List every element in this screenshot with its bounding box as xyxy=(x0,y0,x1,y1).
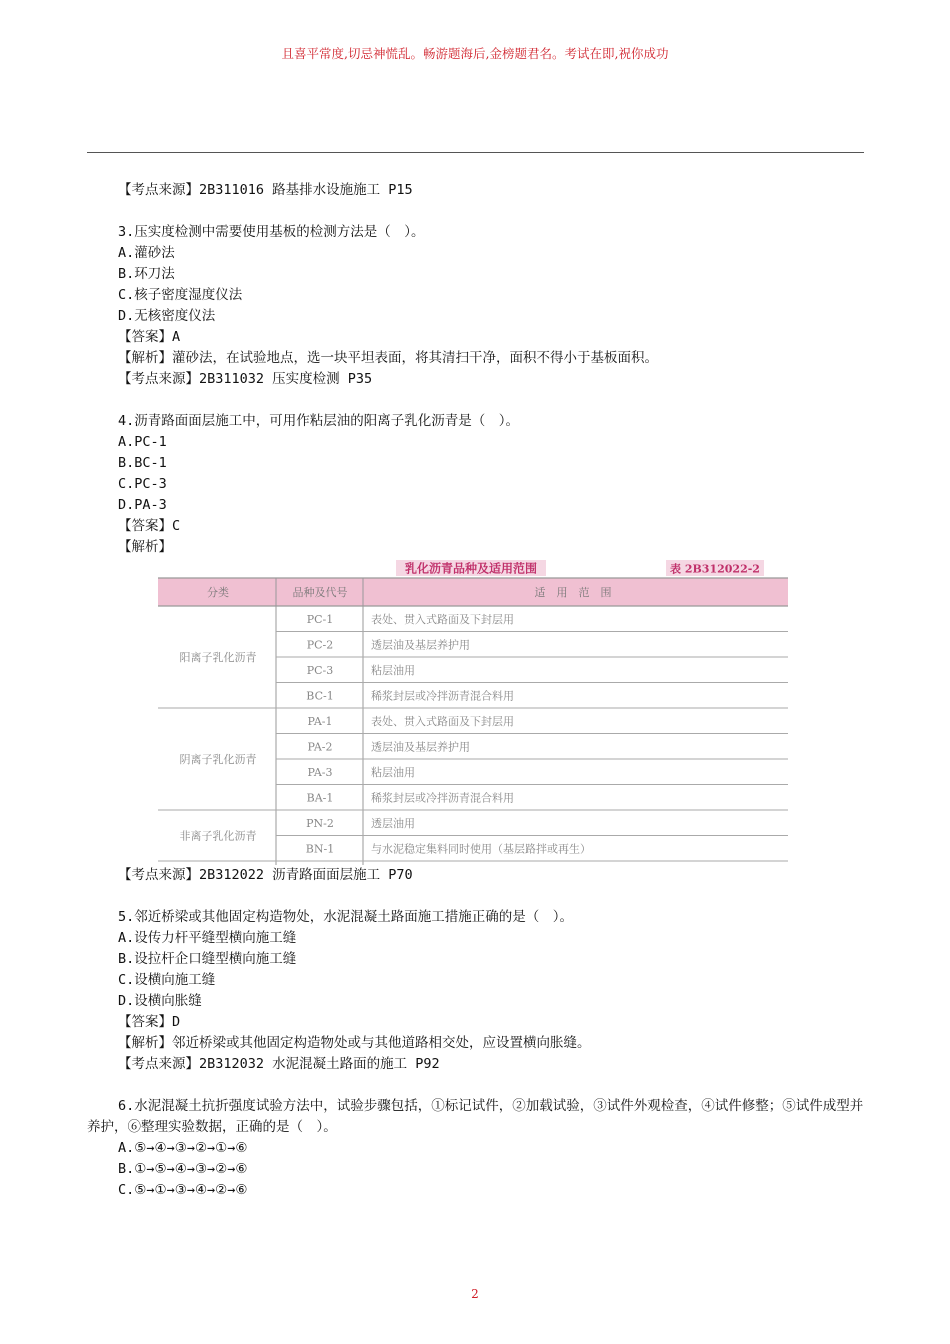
q5-option-a: A.设传力杆平缝型横向施工缝 xyxy=(118,930,297,946)
q5-stem: 5.邻近桥梁或其他固定构造物处，水泥混凝土路面施工措施正确的是（ ）。 xyxy=(118,909,574,925)
q5-option-b: B.设拉杆企口缝型横向施工缝 xyxy=(118,951,297,967)
q4-option-d: D.PA-3 xyxy=(118,497,167,513)
q5-option-c: C.设横向施工缝 xyxy=(118,972,216,988)
table-graphic xyxy=(158,560,788,865)
q3-answer: 【答案】A xyxy=(118,329,181,345)
header-divider xyxy=(87,152,864,153)
table-cell-use: 粘层油用 xyxy=(371,766,415,779)
table-cell-category: 阳离子乳化沥青 xyxy=(179,651,257,664)
table-cell-code: PC-1 xyxy=(306,613,334,626)
table-cell-code: PA-3 xyxy=(307,766,333,779)
table-cell-code: PC-2 xyxy=(306,638,334,652)
page-number: 2 xyxy=(471,1287,479,1301)
q4-answer: 【答案】C xyxy=(118,518,181,534)
q4-source: 【考点来源】2B312022 沥青路面面层施工 P70 xyxy=(118,867,413,883)
table-cell-code: PA-2 xyxy=(307,740,333,754)
table-cell-code: PN-2 xyxy=(306,817,334,830)
q6-option-a: A.⑤→④→③→②→①→⑥ xyxy=(118,1140,248,1156)
prev-source: 【考点来源】2B311016 路基排水设施施工 P15 xyxy=(118,182,413,198)
table-cell-use: 表处、贯入式路面及下封层用 xyxy=(371,613,514,626)
q3-option-c: C.核子密度湿度仪法 xyxy=(118,287,243,303)
q3-source: 【考点来源】2B311032 压实度检测 P35 xyxy=(118,371,373,387)
table-cell-use: 透层油及基层养护用 xyxy=(371,638,470,652)
table-cell-use: 稀浆封层或冷拌沥青混合料用 xyxy=(371,689,514,703)
table-cell-code: BN-1 xyxy=(305,842,335,856)
table-header-use: 适 用 范 围 xyxy=(534,586,612,599)
document-body xyxy=(87,180,866,1201)
table-cell-code: BA-1 xyxy=(306,791,334,805)
table-title: 乳化沥青品种及适用范围 xyxy=(404,561,538,576)
emulsified-asphalt-table xyxy=(158,560,788,865)
q3-option-a: A.灌砂法 xyxy=(118,245,175,261)
q5-analysis: 【解析】邻近桥梁或其他固定构造物处或与其他道路相交处，应设置横向胀缝。 xyxy=(118,1035,591,1051)
table-cell-use: 稀浆封层或冷拌沥青混合料用 xyxy=(371,791,514,805)
q6-option-c: C.⑤→①→③→④→②→⑥ xyxy=(118,1182,248,1198)
table-cell-category: 阴离子乳化沥青 xyxy=(179,753,257,766)
table-header-category: 分类 xyxy=(207,586,229,599)
q3-analysis: 【解析】灌砂法，在试验地点，选一块平坦表面，将其清扫干净，面积不得小于基板面积。 xyxy=(118,350,658,366)
q5-option-d: D.设横向胀缝 xyxy=(118,993,202,1009)
table-cell-use: 与水泥稳定集料同时使用（基层路拌或再生） xyxy=(371,842,591,856)
header-motto: 且喜平常度,切忌神慌乱。畅游题海后,金榜题君名。考试在即,祝你成功 xyxy=(281,46,669,61)
table-cell-code: PA-1 xyxy=(307,715,333,728)
q3-option-d: D.无核密度仪法 xyxy=(118,308,216,324)
q6-stem-text: 6.水泥混凝土抗折强度试验方法中，试验步骤包括，①标记试件，②加载试验，③试件外观检查，④试件修整；⑤试件成型并养护，⑥整理实验数据，正确的是（ ）。 xyxy=(87,1098,864,1135)
table-header-code: 品种及代号 xyxy=(292,586,348,599)
q3-option-b: B.环刀法 xyxy=(118,266,175,282)
q4-stem: 4.沥青路面面层施工中，可用作粘层油的阳离子乳化沥青是（ ）。 xyxy=(118,413,520,429)
q4-option-c: C.PC-3 xyxy=(118,476,167,492)
table-number: 表 2B312022-2 xyxy=(670,562,760,576)
table-cell-category: 非离子乳化沥青 xyxy=(179,829,257,843)
q6-option-b: B.①→⑤→④→③→②→⑥ xyxy=(118,1161,248,1177)
q4-option-a: A.PC-1 xyxy=(118,434,167,450)
q5-answer: 【答案】D xyxy=(118,1014,181,1030)
table-cell-use: 透层油用 xyxy=(371,817,415,830)
table-cell-use: 透层油及基层养护用 xyxy=(371,740,470,754)
q6-stem xyxy=(87,1096,866,1138)
table-cell-use: 粘层油用 xyxy=(371,664,415,677)
table-cell-code: PC-3 xyxy=(306,664,334,677)
q3-stem: 3.压实度检测中需要使用基板的检测方法是（ ）。 xyxy=(118,224,425,240)
q5-source: 【考点来源】2B312032 水泥混凝土路面的施工 P92 xyxy=(118,1056,440,1072)
table-cell-code: BC-1 xyxy=(306,689,334,703)
q4-analysis: 【解析】 xyxy=(118,539,172,555)
table-cell-use: 表处、贯入式路面及下封层用 xyxy=(371,715,514,728)
q4-option-b: B.BC-1 xyxy=(118,455,167,471)
